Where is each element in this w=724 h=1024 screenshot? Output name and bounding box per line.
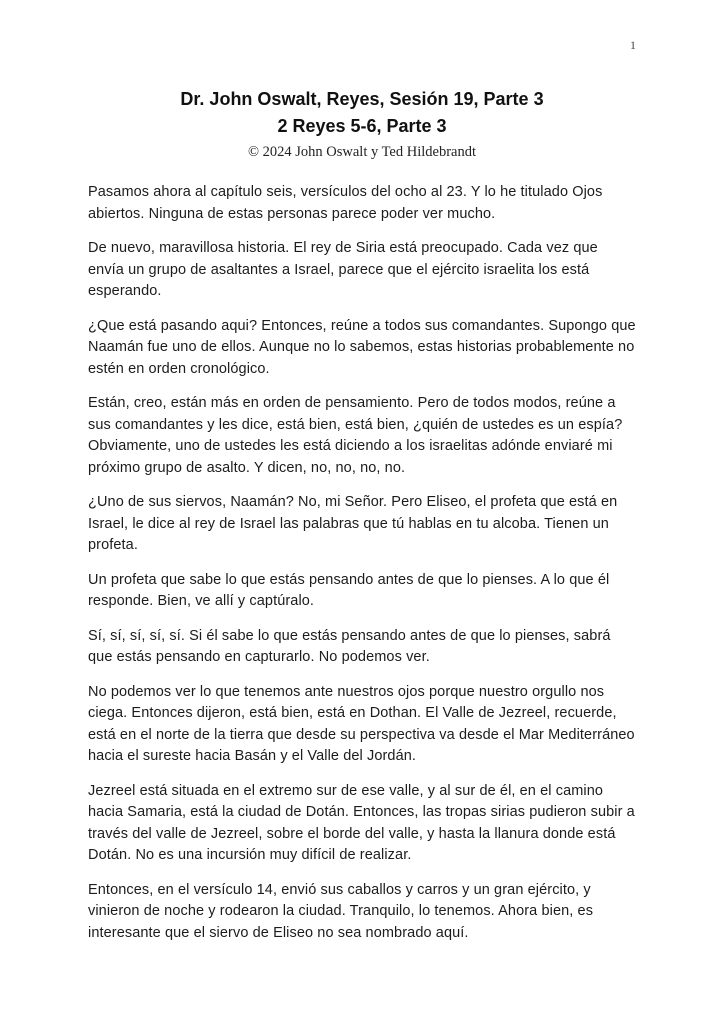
paragraph: ¿Uno de sus siervos, Naamán? No, mi Señor. Pero Eliseo, el profeta que está en Israel, le dice al rey de Israel las palabras que tú hablas en tu alcoba. Tienen un profeta. [88,494,618,553]
document-body [88,182,636,957]
paragraph: Jezreel está situada en el extremo sur de ese valle, y al sur de él, en el camino hacia Samaria, está la ciudad de Dotán. Entonces, las tropas sirias pudieron subir a través del valle de Jezreel, sobre el borde del valle, y hasta la llanura donde está Dotán. No es una incursión muy difícil de realizar. [88,782,635,863]
paragraph: De nuevo, maravillosa historia. El rey de Siria está preocupado. Cada vez que envía un grupo de asaltantes a Israel, parece que el ejército israelita los está esperando. [88,240,598,299]
document-title-line2: 2 Reyes 5-6, Parte 3 [277,116,447,136]
page-number: 1 [630,38,636,52]
paragraph: No podemos ver lo que tenemos ante nuestros ojos porque nuestro orgullo nos ciega. Entonces dijeron, está bien, está en Dothan. El Valle de Jezreel, recuerde, está en el norte de la tierra que desde su perspectiva va desde el Mar Mediterráneo hacia el sureste hacia Basán y el Valle del Jordán. [88,683,635,764]
paragraph: Están, creo, están más en orden de pensamiento. Pero de todos modos, reúne a sus comandantes y les dice, está bien, está bien, ¿quién de ustedes es un espía? Obviamente, uno de ustedes les está diciendo a los israelitas adónde enviaré mi próximo grupo de asalto. Y dicen, no, no, no, no. [88,395,623,476]
paragraph: Sí, sí, sí, sí, sí. Si él sabe lo que estás pensando antes de que lo pienses, sabrá que estás pensando en capturarlo. No podemos ver. [88,627,611,665]
paragraph: Un profeta que sabe lo que estás pensando antes de que lo pienses. A lo que él responde. Bien, ve allí y captúralo. [88,571,610,609]
document-header [88,86,636,162]
copyright-line: © 2024 John Oswalt y Ted Hildebrandt [247,144,476,160]
paragraph: Entonces, en el versículo 14, envió sus caballos y carros y un gran ejército, y vinieron de noche y rodearon la ciudad. Tranquilo, lo tenemos. Ahora bien, es interesante que el siervo de Eliseo no sea nombrado aquí. [88,881,594,941]
document-title-line1: Dr. John Oswalt, Reyes, Sesión 19, Parte 3 [180,89,544,109]
paragraph: ¿Que está pasando aqui? Entonces, reúne a todos sus comandantes. Supongo que Naamán fue uno de ellos. Aunque no lo sabemos, estas historias probablemente no estén en orden cronológico. [88,317,636,377]
paragraph: Pasamos ahora al capítulo seis, versículos del ocho al 23. Y lo he titulado Ojos abiertos. Ninguna de estas personas parece poder ver mucho. [88,184,603,222]
